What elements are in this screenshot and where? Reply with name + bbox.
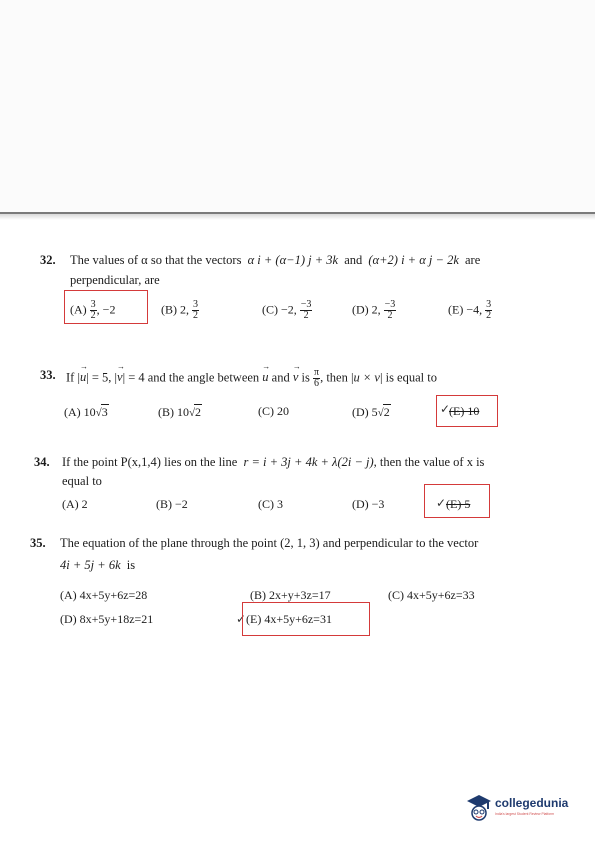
option-c[interactable] — [262, 300, 312, 321]
option-b[interactable] — [250, 588, 331, 603]
logo-tagline: India's largest Student Review Platform — [495, 812, 555, 816]
fraction-numerator: 3 — [486, 299, 492, 310]
question-text-part: | is equal to — [379, 370, 437, 385]
scan-blank-area — [0, 0, 595, 212]
vector-v: → v — [293, 370, 299, 385]
option-label: (B) 2x+y+3z=17 — [250, 588, 331, 602]
question-text-part: and — [344, 253, 363, 267]
option-label: (B) 10 — [158, 405, 189, 419]
option-label: (E) 4x+5y+6z=31 — [246, 612, 332, 626]
fraction-numerator: −3 — [300, 299, 312, 310]
option-value: , −2 — [96, 302, 116, 317]
check-mark-icon: ✓ — [440, 402, 451, 416]
option-label: (E) 10 — [449, 404, 480, 418]
question-text-part: and — [271, 370, 290, 385]
option-label: (B) −2 — [156, 497, 188, 511]
option-label: (C) −2, — [262, 302, 297, 317]
fraction-denominator: 2 — [486, 310, 492, 321]
fraction-denominator: 6 — [314, 378, 320, 389]
option-e[interactable] — [448, 300, 492, 321]
question-text-part: , then the value of x is — [373, 455, 485, 469]
sqrt-value: 2 — [195, 405, 202, 419]
option-label: (C) 20 — [258, 404, 289, 418]
fraction-numerator: π — [314, 367, 320, 378]
option-b[interactable] — [161, 300, 199, 321]
scan-edge-shadow — [0, 214, 595, 220]
vector-expression: α i + (α−1) j + 3k — [247, 253, 339, 267]
fraction-denominator: 2 — [193, 310, 198, 321]
fraction-numerator: 3 — [90, 299, 96, 310]
question-text-part: If the point P(x,1,4) lies on the line — [62, 455, 238, 469]
option-b[interactable]: (B) 10√2 — [158, 405, 202, 419]
check-mark-icon: ✓ — [236, 612, 247, 626]
fraction — [300, 300, 313, 321]
question-text-line2: perpendicular, are — [70, 273, 160, 287]
question-number: 33. — [40, 368, 56, 382]
question-number: 35. — [30, 536, 46, 550]
question-text-part: If | — [66, 370, 80, 385]
option-label: (D) −3 — [352, 497, 385, 511]
option-c[interactable] — [258, 404, 289, 419]
question-text-line2: equal to — [62, 474, 102, 488]
line-equation: r = i + 3j + 4k + λ(2i − j) — [243, 455, 374, 469]
answer-mark-box — [242, 602, 370, 636]
answer-mark-box — [424, 484, 490, 518]
fraction-denominator: 2 — [303, 310, 309, 321]
option-a[interactable]: (A) 10√3 — [64, 405, 108, 419]
option-a[interactable] — [62, 497, 88, 512]
option-a[interactable] — [60, 588, 147, 603]
fraction — [192, 300, 199, 321]
graduation-cap-icon — [465, 792, 493, 822]
question-text-part: are — [465, 253, 481, 267]
option-label: (A) 4x+5y+6z=28 — [60, 588, 148, 602]
question-number: 34. — [34, 455, 50, 469]
question-text: The equation of the plane through the point (2, 1, 3) and perpendicular to the vector — [60, 536, 479, 550]
option-label: (A) 2 — [62, 497, 88, 511]
fraction-numerator: 3 — [193, 299, 198, 310]
option-c[interactable] — [258, 497, 283, 512]
question-text-part: | = 4 and the angle between — [122, 370, 260, 385]
option-label: (A) 10 — [64, 405, 96, 419]
fraction-denominator: 2 — [90, 310, 96, 321]
option-label: (D) 5 — [352, 405, 378, 419]
fraction-denominator: 2 — [387, 310, 393, 321]
option-d[interactable] — [352, 300, 396, 321]
fraction — [485, 300, 492, 321]
vector-v: → v — [117, 370, 123, 385]
option-label: (C) 3 — [258, 497, 283, 511]
option-b[interactable] — [156, 497, 188, 512]
logo-wordmark: collegedunia — [495, 796, 569, 810]
vector-u: → u — [80, 370, 86, 385]
answer-mark-box — [436, 395, 498, 427]
option-label: (C) 4x+5y+6z=33 — [388, 588, 475, 602]
option-label: (E) 5 — [446, 497, 471, 511]
option-label: (D) 2, — [352, 302, 381, 317]
question-number: 32. — [40, 253, 56, 267]
question-text-part: | = 5, | — [86, 370, 118, 385]
question-text — [66, 368, 437, 389]
sqrt-value: 3 — [101, 405, 108, 419]
question-text-part: The values of α so that the vectors — [70, 253, 242, 267]
fraction-numerator: −3 — [384, 299, 396, 310]
vector-expression: (α+2) i + α j − 2k — [368, 253, 459, 267]
option-label: (B) 2, — [161, 302, 189, 317]
question-text-line2 — [60, 558, 135, 573]
normal-vector: 4i + 5j + 6k — [60, 558, 121, 572]
fraction — [384, 300, 397, 321]
option-d[interactable] — [60, 612, 153, 627]
option-label: (D) 8x+5y+18z=21 — [60, 612, 154, 626]
check-mark-icon: ✓ — [436, 496, 447, 510]
question-text-part: is — [301, 370, 310, 385]
cross-product: u × v — [353, 370, 380, 385]
option-c[interactable] — [388, 588, 475, 603]
question-text-part: , then | — [320, 370, 354, 385]
sqrt-value: 2 — [383, 405, 390, 419]
answer-mark-box — [64, 290, 148, 324]
option-label: (E) −4, — [448, 302, 483, 317]
collegedunia-logo — [465, 790, 590, 830]
vector-u: → u — [262, 370, 268, 385]
question-text-part: is — [126, 558, 136, 572]
option-label: (A) — [70, 302, 87, 317]
question-text — [70, 253, 480, 268]
option-d[interactable] — [352, 497, 384, 512]
question-text — [62, 455, 484, 470]
option-d[interactable]: (D) 5√2 — [352, 405, 390, 419]
